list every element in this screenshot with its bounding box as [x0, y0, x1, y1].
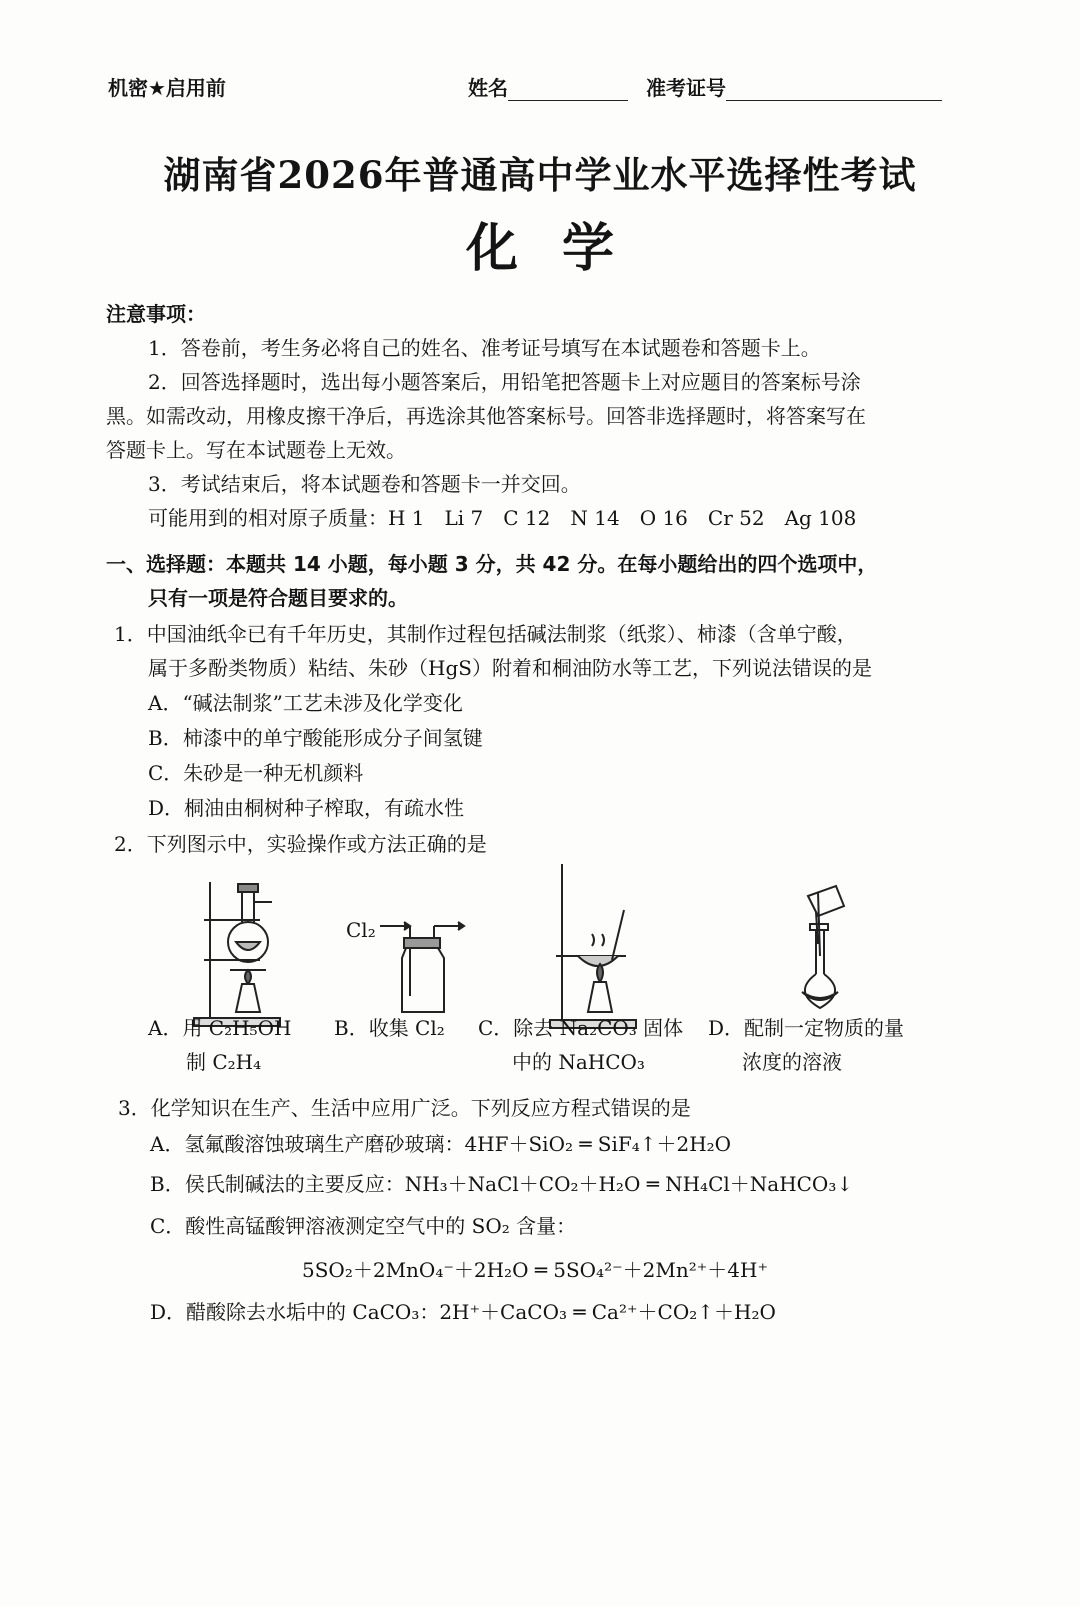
- name-blank[interactable]: [508, 80, 628, 101]
- q1-option-d[interactable]: D．桐油由桐树种子榨取，有疏水性: [148, 796, 465, 820]
- q2-option-a-line-2: 制 C₂H₄: [186, 1050, 262, 1074]
- notice-item-3: 3．考试结束后，将本试题卷和答题卡一并交回。: [148, 472, 581, 496]
- notice-item-1: 1．答卷前，考生务必将自己的姓名、准考证号填写在本试题卷和答题卡上。: [148, 336, 821, 360]
- apparatus-d-figure: [796, 884, 896, 1014]
- atomic-masses: 可能用到的相对原子质量：H 1 Li 7 C 12 N 14 O 16 Cr 52 Ag 108: [148, 506, 857, 530]
- q2-option-c-line-2: 中的 NaHCO₃: [512, 1050, 645, 1074]
- name-label: 姓名: [468, 76, 508, 100]
- q1-stem-line-2: 属于多酚类物质）粘结、朱砂（HgS）附着和桐油防水等工艺，下列说法错误的是: [148, 656, 872, 680]
- exam-title: 湖南省2026年普通高中学业水平选择性考试: [163, 153, 917, 197]
- section-1-heading-line-2: 只有一项是符合题目要求的。: [148, 586, 408, 610]
- notice-item-2-line-2: 黑。如需改动，用橡皮擦干净后，再选涂其他答案标号。回答非选择题时，将答案写在: [106, 404, 866, 428]
- q3-option-c[interactable]: C．酸性高锰酸钾溶液测定空气中的 SO₂ 含量：: [150, 1214, 577, 1238]
- q2-stem: 2．下列图示中，实验操作或方法正确的是: [114, 832, 487, 856]
- confidential-label: 机密★启用前: [108, 76, 226, 100]
- q2-option-b[interactable]: B．收集 Cl₂: [334, 1016, 445, 1040]
- q2-option-c-line-1[interactable]: C．除去 Na₂CO₃ 固体: [478, 1016, 684, 1040]
- notice-item-2-line-3: 答题卡上。写在本试题卷上无效。: [106, 438, 406, 462]
- exam-id-field[interactable]: [646, 72, 942, 101]
- apparatus-c-figure: [546, 860, 656, 1030]
- notice-heading: 注意事项：: [106, 302, 206, 326]
- q2-option-d-line-1[interactable]: D．配制一定物质的量: [708, 1016, 905, 1040]
- apparatus-a-figure: [190, 880, 310, 1030]
- name-field[interactable]: [468, 72, 628, 101]
- q1-stem-line-1: 1．中国油纸伞已有千年历史，其制作过程包括碱法制浆（纸浆）、柿漆（含单宁酸，: [114, 622, 857, 646]
- section-1-heading-line-1: 一、选择题：本题共 14 小题，每小题 3 分，共 42 分。在每小题给出的四个选项中，: [106, 552, 878, 576]
- notice-item-2-line-1: 2．回答选择题时，选出每小题答案后，用铅笔把答题卡上对应题目的答案标号涂: [148, 370, 861, 394]
- q2-option-a-line-1[interactable]: A．用 C₂H₅OH: [148, 1016, 292, 1040]
- exam-id-blank[interactable]: [726, 80, 942, 101]
- subject-title: 化学: [465, 219, 658, 279]
- q3-option-a[interactable]: A．氢氟酸溶蚀玻璃生产磨砂玻璃：4HF＋SiO₂ ═ SiF₄↑＋2H₂O: [150, 1132, 732, 1156]
- q3-option-d[interactable]: D．醋酸除去水垢中的 CaCO₃：2H⁺＋CaCO₃ ═ Ca²⁺＋CO₂↑＋H₂O: [150, 1300, 776, 1324]
- cl2-label: Cl₂: [346, 918, 376, 942]
- apparatus-b-figure: [376, 916, 486, 1016]
- q3-option-c-equation: 5SO₂＋2MnO₄⁻＋2H₂O ═ 5SO₄²⁻＋2Mn²⁺＋4H⁺: [302, 1258, 769, 1282]
- q2-option-d-line-2: 浓度的溶液: [742, 1050, 842, 1074]
- exam-id-label: 准考证号: [646, 76, 726, 100]
- q1-option-a[interactable]: A．“碱法制浆”工艺未涉及化学变化: [148, 691, 463, 715]
- q1-option-c[interactable]: C．朱砂是一种无机颜料: [148, 761, 364, 785]
- q3-stem: 3．化学知识在生产、生活中应用广泛。下列反应方程式错误的是: [118, 1096, 691, 1120]
- q1-option-b[interactable]: B．柿漆中的单宁酸能形成分子间氢键: [148, 726, 483, 750]
- q3-option-b[interactable]: B．侯氏制碱法的主要反应：NH₃＋NaCl＋CO₂＋H₂O ═ NH₄Cl＋NaHCO₃↓: [150, 1172, 854, 1196]
